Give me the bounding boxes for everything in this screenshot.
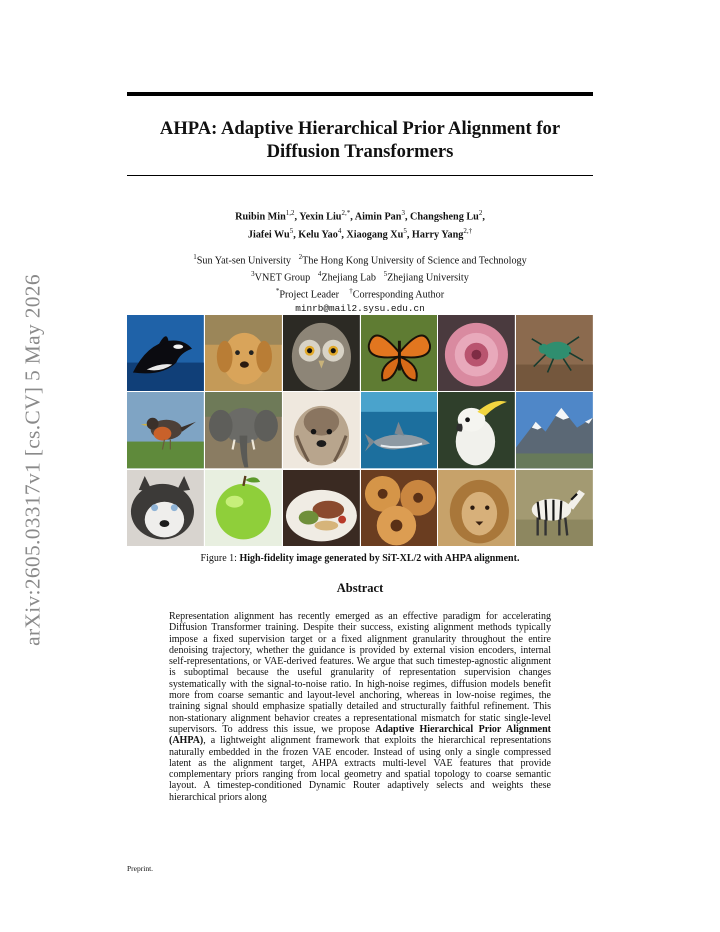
affil-sup: 1: [193, 253, 197, 261]
affiliations: [127, 251, 593, 315]
paper-title: AHPA: Adaptive Hierarchical Prior Alignment for Diffusion Transformers: [159, 118, 561, 162]
author-sup: 2,†: [463, 227, 473, 236]
author-sup: 5: [403, 227, 407, 236]
author-name: Kelu Yao: [298, 229, 338, 241]
abstract-method-name: Adaptive Hierarchical Prior Alignment (AHPA): [169, 723, 551, 747]
author-line-2: Jiafei Wu$^5$, Kelu Yao$^4$, Xiaogang Xu$^5$, Harry Yang$^{2,\dagger}$: [247, 227, 473, 241]
author-sup: 2: [478, 209, 483, 217]
sample-mountains: [516, 392, 593, 468]
sample-elephant: [205, 392, 282, 468]
footer-preprint: Preprint.: [127, 864, 154, 873]
caption-label: Figure 1:: [200, 553, 237, 564]
affil-sup: 5: [383, 269, 388, 278]
author-name: Ruibin Min: [235, 211, 286, 223]
sample-zebra: [516, 470, 593, 546]
author-list: [127, 206, 593, 243]
affil-sup: 4: [317, 269, 322, 278]
author-line-1: Ruibin Min$^{1,2}$, Yexin Liu$^{2,*}$, Aimin Pan$^3$, Changsheng Lu$^2$,: [235, 209, 485, 223]
author-sup: 4: [337, 227, 342, 236]
author-sup: 1,2: [285, 209, 295, 217]
affil-sup: 2: [298, 253, 303, 261]
sample-shark: [361, 392, 438, 468]
affil-sup: 3: [251, 269, 255, 278]
title-bottom-rule: [127, 175, 593, 176]
sample-husky: [127, 470, 204, 546]
sample-sea-anemone: [438, 315, 515, 391]
sample-owl: [283, 315, 360, 391]
author-name: Aimin Pan: [354, 211, 402, 223]
sample-monarch-butterfly: [361, 315, 438, 391]
author-name: Harry Yang: [411, 229, 464, 241]
author-name: Yexin Liu: [299, 211, 342, 223]
sample-tiger-beetle: [516, 315, 593, 391]
sample-green-apple: [205, 470, 282, 546]
affiliation-line-3: [127, 285, 593, 302]
arxiv-identifier: [14, 260, 52, 660]
sample-cockatoo: [438, 392, 515, 468]
affiliation: The Hong Kong University of Science and Technology: [302, 255, 527, 267]
role-note: Project Leader: [279, 289, 340, 301]
affiliation: Zhejiang University: [387, 272, 469, 284]
affiliation-line-1: [127, 251, 593, 268]
sample-golden-retriever: [205, 315, 282, 391]
affiliation: Sun Yat-sen University: [196, 255, 291, 267]
role-note: Corresponding Author: [352, 289, 445, 301]
author-sup: 5: [289, 227, 294, 236]
figure-caption: [127, 553, 593, 564]
author-name: Changsheng Lu: [410, 211, 479, 223]
affil-sup: †: [349, 286, 353, 295]
author-name: Jiafei Wu: [247, 229, 290, 241]
author-name: Xiaogang Xu: [346, 229, 404, 241]
sample-lion: [438, 470, 515, 546]
affiliation-line-2: [127, 268, 593, 285]
abstract-text-1: Representation alignment has recently emerged as an effective paradigm for accelerating Diffusion Transformer training. Despite their success, existing alignment methods typically impose a fixed supervision target or a fixed alignment granularity throughout the entire denoising trajectory, whether the guidance is provided by external vision encoders, internal self-representations, or VAE-derived features. We argue that such timestep-agnostic alignment is suboptimal because the useful granularity of representation supervision changes systematically with the signal-to-noise ratio. In high-noise regimes, diffusion models benefit more from coarse semantic and layout-level anchoring, whereas in low-noise regimes, the training signal should emphasize spatially detailed and structurally faithful refinement. This non-stationary alignment behavior creates a representational mismatch for static single-level supervisors. To address this issue, we propose: [169, 611, 551, 735]
abstract-heading: Abstract: [336, 581, 384, 595]
sample-bagels: [361, 470, 438, 546]
title-top-rule: [127, 92, 593, 96]
author-sup: 3: [401, 209, 405, 217]
abstract-text-2: , a lightweight alignment framework that exploits the hierarchical representations naturally embedded in the frozen VAE encoder. Instead of using only a single compressed latent as the alignment target, AHPA extracts multi-level VAE features that provide complementary priors ranging from local geometry and spatial topology to coarse semantic layout. A timestep-conditioned Dynamic Router adaptively selects and weights these hierarchical priors along: [169, 735, 551, 803]
affiliation: Zhejiang Lab: [321, 272, 376, 284]
sample-shaggy-dog: [283, 392, 360, 468]
affiliation: VNET Group: [254, 272, 311, 284]
figure-1-image-grid: [127, 315, 593, 546]
author-sup: 2,*: [341, 209, 351, 217]
sample-robin: [127, 392, 204, 468]
caption-text: High-fidelity image generated by SiT-XL/2 with AHPA alignment.: [239, 553, 520, 564]
sample-food-plate: [283, 470, 360, 546]
affil-sup: *: [275, 286, 280, 295]
abstract-body: [169, 611, 551, 803]
sample-orca: [127, 315, 204, 391]
arxiv-id-text: arXiv:2605.03317v1 [cs.CV] 5 May 2026: [20, 274, 45, 646]
contact-email[interactable]: minrb@mail2.sysu.edu.cn: [295, 302, 425, 314]
